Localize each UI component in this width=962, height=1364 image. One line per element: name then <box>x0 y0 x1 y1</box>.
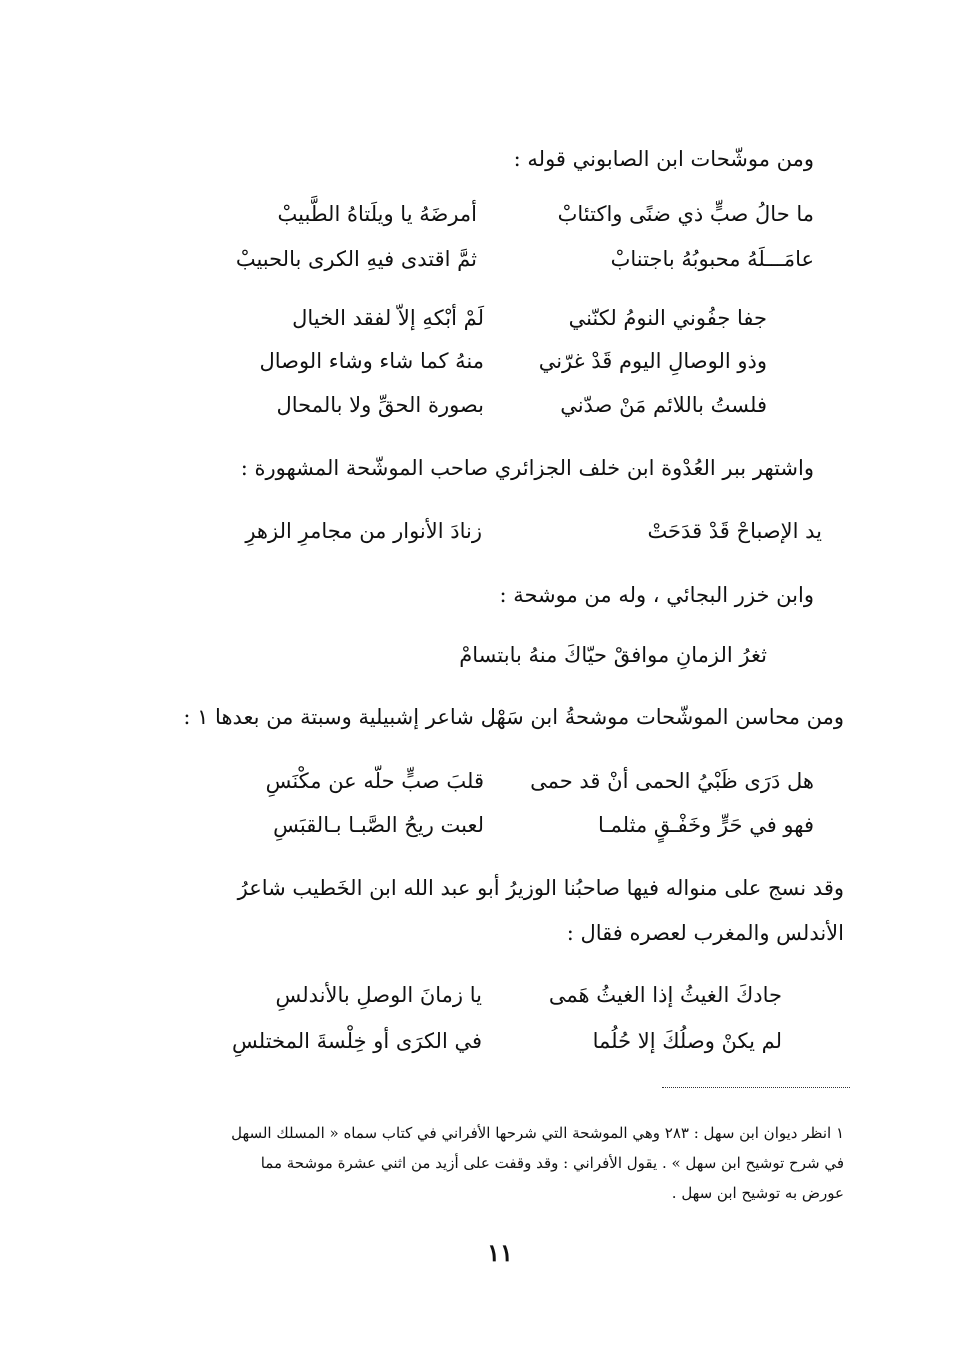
footnote-line-2: في شرح توشيح ابن سهل » . يقول الأفراني : وقد وقفت على أزيد من اثني عشرة موشحة مما <box>260 1154 844 1172</box>
intro-paragraph-3: وابن خزر البجائي ، وله من موشحة : <box>499 583 814 607</box>
intro-paragraph-4: ومن محاسن الموشّحات موشحةُ ابن سَهْل شاعر إشبيلية وسبتة من بعدها ١ : <box>183 705 844 729</box>
verse-10-right: جادكَ الغيثُ إذا الغيثُ هَمى <box>548 983 782 1007</box>
intro-paragraph-1: ومن موشّحات ابن الصابوني قوله : <box>513 147 814 171</box>
verse-3-right: جفا جفُوني النومُ لكنّني <box>568 306 767 330</box>
verse-7: ثغرُ الزمانِ موافقْ حيّاكَ منهُ بابتسامْ <box>459 643 767 667</box>
verse-3-left: لَمْ أبْكهِ إلاّ لفقد الخيال <box>292 306 484 330</box>
verse-9-right: فهو في حَرٍّ وخَفْـقٍ مثلمـا <box>597 813 814 837</box>
verse-2-left: ثمَّ اقتدى فيهِ الكرى بالحبيبْ <box>235 247 477 271</box>
verse-1-left: أمرضَهُ يا ويلَتاهُ الطَّبيبْ <box>277 202 477 226</box>
footnote-divider <box>662 1087 850 1088</box>
footnote-line-1: ١ انظر ديوان ابن سهل : ٢٨٣ وهي الموشحة التي شرحها الأفراني في كتاب سماه « المسلك السهل <box>231 1124 844 1142</box>
verse-4-left: منهُ كما شاء وشاء الوصال <box>259 349 484 373</box>
verse-4-right: وذو الوصالِ اليوم قَدْ غرّني <box>538 349 767 373</box>
intro-paragraph-2: واشتهر ببر العُدْوة ابن خلف الجزائري صاحب الموشّحة المشهورة : <box>240 456 814 480</box>
intro-paragraph-5a: وقد نسج على منواله فيها صاحبُنا الوزيرُ أبو عبد الله ابن الخَطيب شاعرُ <box>237 876 844 900</box>
verse-11-left: في الكرَى أو خِلْسةَ المختلسِ <box>232 1029 482 1053</box>
verse-8-right: هل دَرَى ظَبْيُ الحمى أنْ قد حمى <box>530 769 814 793</box>
verse-2-right: عامَـــلَهُ محبوبُهُ باجتنابْ <box>610 247 814 271</box>
verse-10-left: يا زمانَ الوصلِ بالأندلسِ <box>275 983 482 1007</box>
verse-5-left: بصورة الحقِّ ولا بالمحال <box>276 393 484 417</box>
verse-8-left: قلبَ صبٍّ حلّه عن مكْنَسِ <box>265 769 484 793</box>
verse-9-left: لعبت ريحُ الصَّبـا بـالقبَسِ <box>273 813 484 837</box>
verse-5-right: فلستُ باللائم مَنْ صدّني <box>560 393 767 417</box>
verse-11-right: لم يكنْ وصلُكَ إلا حُلُما <box>592 1029 782 1053</box>
intro-paragraph-5b: الأندلس والمغرب لعصره فقال : <box>566 921 844 945</box>
page-number: ١١ <box>487 1238 513 1267</box>
verse-6-right: يد الإصباحْ قَدْ قدَحَتْ <box>647 519 822 543</box>
footnote-line-3: عورض به توشيح ابن سهل . <box>671 1184 844 1202</box>
verse-1-right: ما حالُ صبٍّ ذي ضنًى واكتئابْ <box>557 202 814 226</box>
verse-6-left: زنادَ الأنوار من مجامرِ الزهرِ <box>245 519 482 543</box>
